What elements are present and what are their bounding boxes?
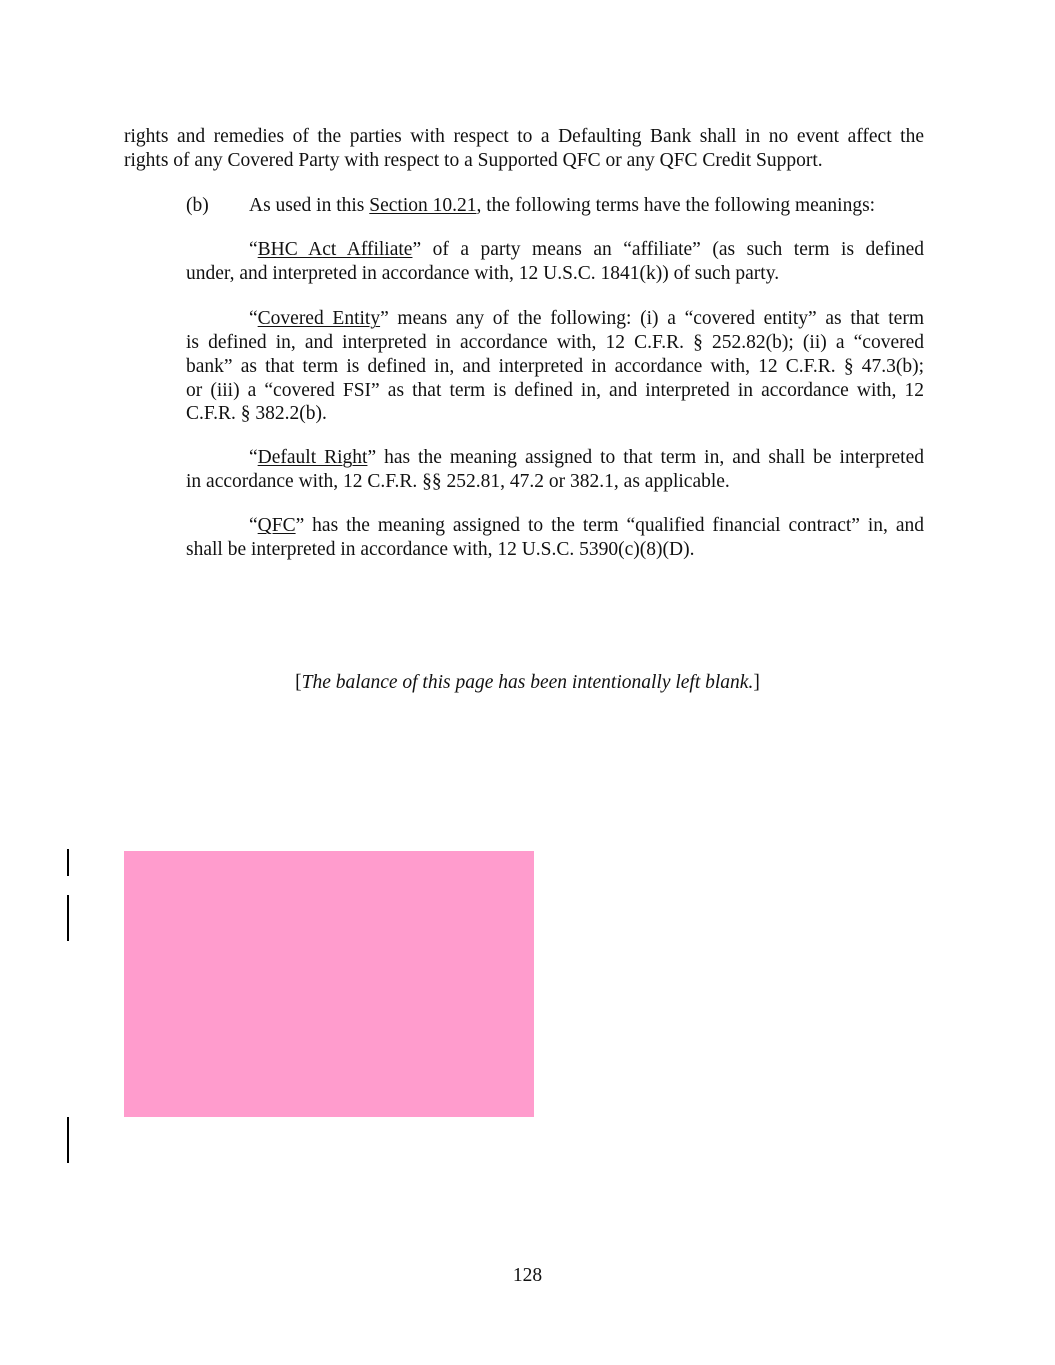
continuation-line-2: rights of any Covered Party with respect to a Supported QFC or any QFC Credit Support. bbox=[124, 150, 823, 171]
definition-covered-entity-line-4: or (iii) a “covered FSI” as that term is defined in, and interpreted in accordance with, 12 bbox=[186, 380, 924, 401]
subsection-text-after: , the following terms have the following meanings: bbox=[476, 195, 876, 216]
definition-covered-entity-line-1: “Covered Entity” means any of the following: (i) a “covered entity” as that term bbox=[249, 308, 924, 329]
definition-bhc-line-1: “BHC Act Affiliate” of a party means an “affiliate” (as such term is defined bbox=[249, 239, 925, 260]
page-number: 128 bbox=[512, 1265, 543, 1286]
definition-default-right-line-2: in accordance with, 12 C.F.R. §§ 252.81, 47.2 or 382.1, as applicable. bbox=[186, 471, 730, 492]
definition-bhc-line-2: under, and interpreted in accordance with, 12 U.S.C. 1841(k)) of such party. bbox=[186, 263, 780, 284]
continuation-line-1: rights and remedies of the parties with respect to a Defaulting Bank shall in no event affect the bbox=[124, 126, 924, 147]
change-bar-3 bbox=[67, 1117, 69, 1163]
defined-term-bhc-act-affiliate: BHC Act Affiliate bbox=[257, 239, 413, 260]
defined-term-covered-entity: Covered Entity bbox=[257, 308, 381, 329]
definition-covered-entity-line-2: is defined in, and interpreted in accordance with, 12 C.F.R. § 252.82(b); (ii) a “covered bbox=[186, 332, 924, 353]
redaction-box bbox=[124, 851, 534, 1117]
definition-qfc-line-2: shall be interpreted in accordance with, 12 U.S.C. 5390(c)(8)(D). bbox=[186, 539, 695, 560]
subsection-text-before: As used in this bbox=[249, 195, 370, 216]
subsection-b-text bbox=[249, 194, 875, 218]
subsection-marker: (b) bbox=[186, 195, 209, 216]
section-reference-link: Section 10.21 bbox=[369, 195, 477, 216]
change-bar-1 bbox=[67, 849, 69, 876]
intentionally-blank-notice: [The balance of this page has been intentionally left blank.] bbox=[295, 672, 760, 693]
intentionally-blank-text: The balance of this page has been intentionally left blank. bbox=[301, 672, 754, 693]
definition-qfc-line-1: “QFC” has the meaning assigned to the term “qualified financial contract” in, and bbox=[249, 515, 924, 536]
definition-default-right-line-1: “Default Right” has the meaning assigned to that term in, and shall be interpreted bbox=[249, 447, 924, 468]
change-bar-2 bbox=[67, 895, 69, 941]
definition-covered-entity-line-5: C.F.R. § 382.2(b). bbox=[186, 403, 327, 424]
defined-term-default-right: Default Right bbox=[257, 447, 368, 468]
defined-term-qfc: QFC bbox=[257, 515, 296, 536]
definition-covered-entity-line-3: bank” as that term is defined in, and interpreted in accordance with, 12 C.F.R. § 47.3(b); bbox=[186, 356, 924, 377]
